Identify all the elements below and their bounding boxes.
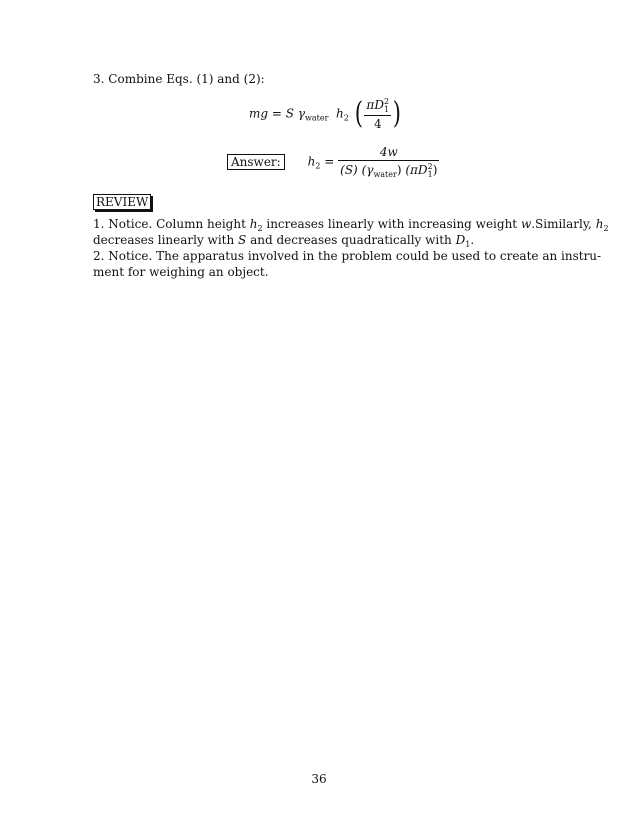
eq1-h-sub: 2 bbox=[343, 113, 349, 123]
review-line1-h2-sub: 2 bbox=[603, 224, 609, 233]
step-heading bbox=[93, 71, 265, 87]
eq1-D-sup: 2 bbox=[383, 97, 390, 106]
review-line1-h: h bbox=[249, 217, 258, 231]
eq1-denominator: 4 bbox=[373, 117, 382, 131]
eq1-lhs: mg bbox=[249, 106, 269, 121]
review-line1-h2: h bbox=[595, 217, 604, 231]
review-line1-part-b: increases linearly with increasing weight bbox=[262, 217, 521, 231]
eq1-gamma-sub: water bbox=[305, 113, 329, 123]
review-line1-part-a: 1. Notice. Column height bbox=[93, 217, 250, 231]
eq1-h: h bbox=[336, 106, 344, 121]
review-line2-part-c: . bbox=[470, 233, 475, 247]
eq1-S: S bbox=[285, 106, 295, 121]
review-line1-w: w bbox=[520, 217, 532, 231]
answer-h: h bbox=[307, 154, 316, 169]
answer-den-D-sub: 1 bbox=[427, 170, 433, 179]
review-line2-D: D bbox=[455, 233, 466, 247]
review-line1-h-sub: 2 bbox=[257, 224, 263, 233]
review-line2-part-a: decreases linearly with bbox=[93, 233, 239, 247]
answer-label: Answer: bbox=[227, 154, 285, 170]
step-number: 3. bbox=[93, 72, 105, 86]
answer-den-pi: (πD bbox=[405, 163, 428, 177]
review-box: REVIEW bbox=[93, 194, 151, 210]
answer-h-sub: 2 bbox=[315, 161, 321, 171]
step-text: Combine Eqs. (1) and (2): bbox=[108, 72, 265, 86]
answer-den-S: (S) bbox=[340, 163, 358, 177]
answer-den-gamma-close: ) bbox=[396, 163, 402, 177]
review-line2-D-sub: 1 bbox=[465, 240, 471, 249]
answer-den-gamma: (γ bbox=[361, 163, 374, 177]
answer-equation bbox=[227, 145, 439, 179]
equation-combined bbox=[249, 97, 403, 133]
review-line2-S: S bbox=[238, 233, 247, 247]
eq1-equals: = bbox=[271, 106, 282, 121]
answer-den-close: ) bbox=[432, 163, 438, 177]
review-line1-part-c: .Similarly, bbox=[531, 217, 596, 231]
review-line-3: 2. Notice. The apparatus involved in the problem could be used to create an instru- bbox=[93, 249, 602, 263]
answer-denominator bbox=[338, 162, 439, 179]
answer-equals: = bbox=[324, 154, 335, 169]
eq1-pi: π bbox=[366, 98, 375, 112]
review-line2-part-b: and decreases quadratically with bbox=[246, 233, 456, 247]
page-number: 36 bbox=[311, 772, 327, 786]
eq1-fraction bbox=[364, 97, 391, 131]
eq1-right-paren: ) bbox=[392, 96, 402, 131]
answer-den-D-sup: 2 bbox=[427, 162, 433, 171]
answer-numerator: 4w bbox=[379, 145, 398, 159]
answer-fraction bbox=[338, 145, 439, 179]
review-line-4: ment for weighing an object. bbox=[93, 265, 269, 279]
eq1-D: D bbox=[374, 98, 384, 112]
answer-den-gamma-sub: water bbox=[373, 170, 397, 179]
eq1-D-sub: 1 bbox=[384, 105, 390, 114]
eq1-gamma: γ bbox=[297, 106, 306, 121]
eq1-left-paren: ( bbox=[354, 96, 363, 131]
